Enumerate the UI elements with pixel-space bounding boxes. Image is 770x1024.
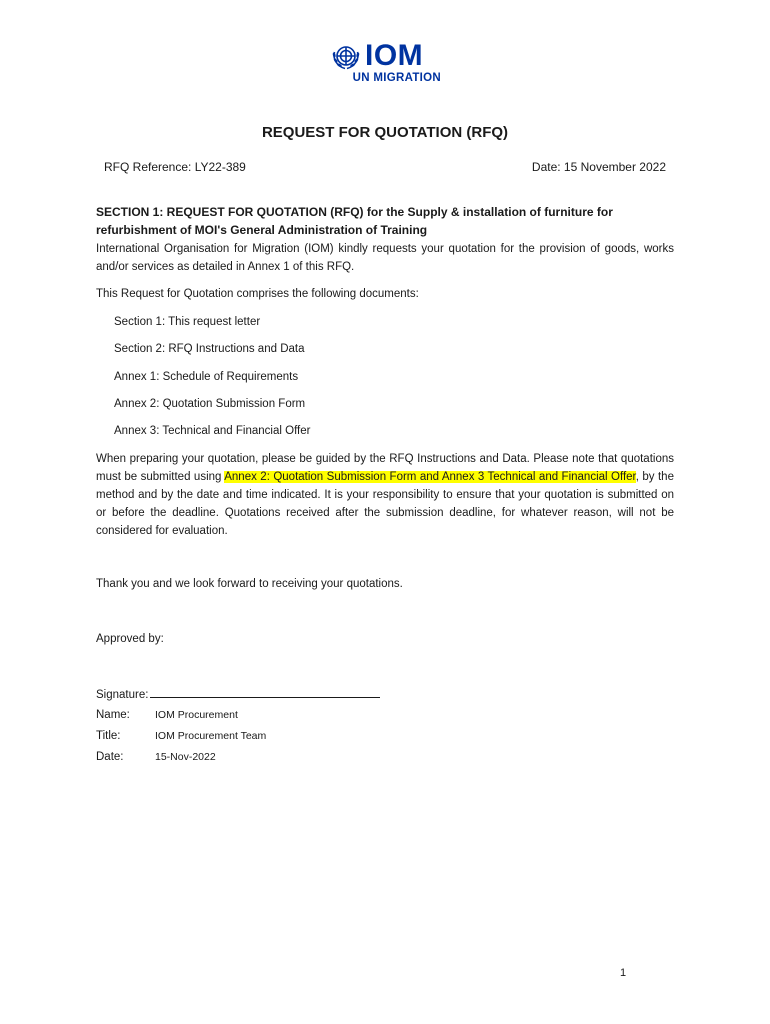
intro-paragraph: International Organisation for Migration (IOM) kindly requests your quotation for the provision of goods, works and/or services as detailed in Annex 1 of this RFQ. xyxy=(96,243,674,273)
approved-by-label: Approved by: xyxy=(96,633,164,645)
list-item: Annex 3: Technical and Financial Offer xyxy=(114,425,311,438)
list-item: Section 2: RFQ Instructions and Data xyxy=(114,343,305,356)
signature-row xyxy=(96,686,380,702)
documents-list xyxy=(114,314,310,450)
date-label: Date: xyxy=(96,751,124,763)
date-value: 15-Nov-2022 xyxy=(155,751,216,763)
name-label: Name: xyxy=(96,709,130,721)
list-item: Annex 2: Quotation Submission Form xyxy=(114,397,306,410)
name-row xyxy=(96,708,238,722)
title-row xyxy=(96,729,266,743)
rfq-date: Date: 15 November 2022 xyxy=(531,160,666,174)
un-emblem-icon xyxy=(331,41,361,71)
documents-intro: This Request for Quotation comprises the following documents: xyxy=(96,288,419,300)
list-item: Section 1: This request letter xyxy=(114,316,261,328)
list-item: Annex 1: Schedule of Requirements xyxy=(114,370,299,383)
rfq-reference: RFQ Reference: LY22-389 xyxy=(104,160,246,174)
section-heading: SECTION 1: REQUEST FOR QUOTATION (RFQ) for the Supply & installation of furniture for refurbishment of MOI's General Administration of Training xyxy=(96,205,613,237)
logo-subtitle: UN MIGRATION xyxy=(352,72,441,84)
date-row xyxy=(96,750,216,764)
logo-letters: IOM xyxy=(365,39,424,72)
highlighted-annex-text: Annex 2: Quotation Submission Form and Annex 3 Technical and Financial Offer xyxy=(224,471,636,483)
name-value: IOM Procurement xyxy=(155,709,238,721)
signature-line xyxy=(150,686,380,698)
instructions-paragraph xyxy=(96,450,674,540)
iom-logo xyxy=(331,40,441,88)
document-title: REQUEST FOR QUOTATION (RFQ) xyxy=(261,124,509,141)
page-number: 1 xyxy=(620,967,627,979)
instructions-text: When preparing your quotation, please be guided by the RFQ Instructions and Data. Please note that quotations must be submitted using xyxy=(96,453,674,483)
signature-label: Signature: xyxy=(96,689,149,701)
title-value: IOM Procurement Team xyxy=(155,730,267,742)
title-label: Title: xyxy=(96,730,121,742)
thanks-line: Thank you and we look forward to receiving your quotations. xyxy=(96,578,403,590)
instructions-text-end: , by the method and by the date and time indicated. It is your responsibility to ensure that your quotation is submitted on or before the deadline. Quotations received after the submission deadline, for whatever reason, will not be considered for evaluation. xyxy=(96,471,674,537)
